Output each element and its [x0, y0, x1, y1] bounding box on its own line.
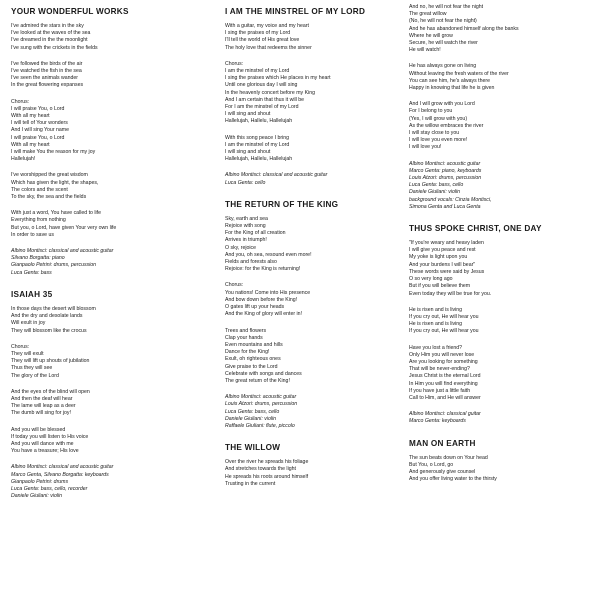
- credit-line: Daniele Giuliani: violin: [11, 493, 63, 500]
- lyrics-stanza: [11, 172, 207, 201]
- lyrics-line: In Him you will find everything: [409, 380, 478, 387]
- lyrics-line: Jesus Christ is the eternal Lord: [409, 373, 481, 380]
- credit-line: Luca Genta: bass, cello, recorder: [11, 485, 88, 492]
- lyrics-line: He has always gone on living: [409, 63, 477, 70]
- lyrics-line: Only Him you will never lose: [409, 351, 475, 358]
- lyrics-stanza: [11, 389, 207, 418]
- lyrics-line: I've admired the stars in the sky: [11, 23, 84, 29]
- lyrics-line: O sky, rejoice: [225, 244, 257, 251]
- lyrics-line: Chorus:: [11, 343, 30, 350]
- credit-line: Marco Genta, Silvano Borgatta: keyboards: [11, 471, 109, 478]
- lyrics-line: I've worshipped the great wisdom: [11, 172, 88, 179]
- lyrics-line: Rejoice: for the King is returning!: [225, 266, 301, 273]
- lyrics-line: Chorus:: [225, 282, 244, 289]
- lyrics-line: In the great flowering expanses: [11, 82, 84, 89]
- song-title: MAN ON EARTH: [409, 438, 476, 448]
- song: [409, 438, 600, 484]
- lyrics-line: With just a word, You have called to life: [11, 210, 101, 217]
- lyrics-line: Call to Him, and He will answer: [409, 394, 481, 401]
- lyrics-line: He is risen and is living: [409, 321, 463, 328]
- lyrics-line: My yoke is light upon you: [409, 254, 468, 261]
- lyrics-line: In those days the desert will blossom: [11, 305, 96, 312]
- column-left: [11, 0, 207, 512]
- lyrics-line: And your burdens I will bear": [409, 261, 476, 268]
- credit-line: Daniele Giuliani: violin: [225, 415, 277, 422]
- column-middle: [225, 0, 421, 500]
- lyrics-line: (No, he will not fear the night): [409, 18, 477, 25]
- lyrics-line: Hallelujah, Hallelu, Hallelujah: [225, 156, 293, 163]
- lyrics-stanza: [409, 455, 600, 484]
- lyrics-line: Hallelujah!: [11, 156, 36, 163]
- lyrics-line: And the King of glory will enter in!: [225, 311, 302, 318]
- credit-line: Marco Genta: keyboards: [409, 418, 466, 425]
- lyrics-line: And you will dance with me: [11, 440, 74, 447]
- lyrics-line: Secure, he will watch the river: [409, 40, 478, 47]
- lyrics-line: I am the minstrel of my Lord: [225, 141, 290, 148]
- lyrics-line: The colors and the scent: [11, 186, 68, 193]
- song-title: ISAIAH 35: [11, 289, 53, 299]
- song: [11, 289, 207, 500]
- lyrics-line: You have a treasure; His love: [11, 448, 79, 455]
- lyrics-line: And you, oh sea, resound even more!: [225, 251, 312, 258]
- lyrics-line: I've watched the fish in the sea: [11, 68, 82, 75]
- lyrics-line: Clap your hands: [225, 334, 263, 341]
- lyrics-line: "If you're weary and heavy laden: [409, 240, 484, 247]
- credit-line: Luca Genta: cello: [225, 179, 266, 186]
- lyrics-line: I've looked at the waves of the sea: [11, 30, 91, 37]
- lyrics-line: The dumb will sing for joy!: [11, 410, 71, 417]
- credit-line: Albino Montisci: classical and acoustic guitar: [225, 172, 328, 179]
- lyrics-line: I will sing and shout: [225, 111, 271, 118]
- credit-line: Gianpaolo Petrini: drums: [11, 478, 69, 485]
- lyrics-line: And generously give counsel: [409, 468, 476, 475]
- lyrics-stanza: [225, 282, 421, 318]
- lyrics-line: To the sky, the sea and the fields: [11, 194, 87, 201]
- song-title: THE RETURN OF THE KING: [225, 199, 339, 209]
- lyrics-stanza: [11, 306, 207, 335]
- lyrics-line: Arrives in triumph!: [225, 237, 267, 244]
- lyrics-line: I will sing and shout: [225, 149, 271, 156]
- lyrics-line: And the eyes of the blind will open: [11, 388, 90, 395]
- lyrics-line: And he has abandoned himself along the banks: [409, 25, 519, 32]
- lyrics-line: With a guitar, my voice and my heart: [225, 23, 309, 29]
- lyrics-line: Sky, earth and sea: [225, 215, 268, 222]
- song-continuation: [409, 4, 600, 211]
- lyrics-line: For I belong to you: [409, 108, 453, 115]
- lyrics-line: (Yes, I will grow with you): [409, 115, 468, 122]
- lyrics-stanza: [225, 23, 421, 52]
- lyrics-line: Hallelujah, Hallelu, Hallelujah: [225, 118, 293, 125]
- song: [225, 442, 421, 488]
- lyrics-stanza: [225, 459, 421, 488]
- lyrics-line: These words were said by Jesus: [409, 268, 485, 275]
- lyrics-line: They will blossom like the crocus: [11, 327, 87, 334]
- song-title: THUS SPOKE CHRIST, ONE DAY: [409, 224, 542, 234]
- lyrics-line: And stretches towards the light: [225, 466, 296, 473]
- lyrics-line: I've followed the birds of the air: [11, 60, 83, 67]
- lyrics-stanza: [409, 63, 600, 92]
- lyrics-line: Dance for the King!: [225, 349, 270, 356]
- lyrics-line: I will love you!: [409, 144, 442, 151]
- credit-line: Albino Montisci: acoustic guitar: [409, 160, 481, 167]
- song: [409, 223, 600, 425]
- lyrics-line: But You, o Lord, go: [409, 461, 454, 468]
- lyrics-line: Happy in knowing that life he is given: [409, 85, 495, 92]
- credit-line: Louis Atzori: drums, percussion: [225, 401, 298, 408]
- lyrics-stanza: [409, 240, 600, 298]
- song-title: YOUR WONDERFUL WORKS: [11, 7, 129, 16]
- credit-line: Albino Montisci: classical guitar: [409, 411, 481, 418]
- lyrics-line: Chorus:: [225, 60, 244, 67]
- lyrics-line: I will make You the reason for my joy: [11, 149, 96, 156]
- lyrics-line: And then the deaf will hear: [11, 395, 73, 402]
- lyrics-stanza: [11, 61, 207, 90]
- lyrics-line: The lame will leap as a deer: [11, 403, 76, 410]
- lyrics-line: For the King of all creation: [225, 230, 286, 237]
- lyrics-line: But if you will believe them: [409, 283, 471, 290]
- lyrics-line: O gates lift up your heads: [225, 304, 285, 311]
- credit-line: Luca Genta: bass, cello: [409, 182, 464, 189]
- song-title: THE WILLOW: [225, 443, 281, 453]
- lyrics-line: And the dry and desolate lands: [11, 313, 83, 320]
- lyrics-line: As the willow embraces the river: [409, 122, 484, 129]
- lyrics-line: And bow down before the King!: [225, 296, 298, 303]
- lyrics-line: Give praise to the Lord: [225, 363, 278, 370]
- credits-block: [225, 394, 421, 430]
- lyrics-stanza: [225, 328, 421, 386]
- song: [225, 199, 421, 430]
- lyrics-line: That will be never-ending?: [409, 366, 470, 373]
- credit-line: Gianpaolo Petrini: drums, percussion: [11, 262, 97, 269]
- lyrics-line: If you have just a little faith: [409, 387, 471, 394]
- lyrics-line: The great return of the King!: [225, 377, 290, 384]
- lyrics-line: With all my heart: [11, 113, 50, 120]
- lyrics-line: They will exult: [11, 350, 44, 357]
- lyrics-stanza: [409, 101, 600, 151]
- lyrics-line: I will tell of Your wonders: [11, 120, 68, 127]
- lyrics-line: If today you will listen to His voice: [11, 433, 89, 440]
- lyrics-line: He will watch!: [409, 47, 441, 54]
- lyrics-line: I will praise You, o Lord: [11, 105, 65, 112]
- lyrics-line: He spreads his roots around himself: [225, 473, 309, 480]
- lyrics-line: You nations! Come into His presence: [225, 289, 311, 296]
- lyrics-line: I will love you even more!: [409, 137, 468, 144]
- lyrics-line: I will give you peace and rest: [409, 247, 476, 254]
- lyrics-stanza: [11, 210, 207, 239]
- lyrics-line: They will lift up shouts of jubilation: [11, 358, 90, 365]
- lyrics-line: You can see him, he's always there: [409, 77, 490, 84]
- credits-block: [11, 464, 207, 500]
- lyrics-line: Even mountains and hills: [225, 341, 283, 348]
- lyrics-line: With this song peace I bring: [225, 134, 290, 141]
- lyrics-line: Rejoice with song: [225, 223, 266, 230]
- lyrics-line: If you cry out, He will hear you: [409, 313, 479, 320]
- lyrics-line: I sing the praises which He places in my heart: [225, 75, 331, 82]
- lyrics-stanza: [225, 61, 421, 126]
- credit-line: Raffaele Giuliani: flute, piccolo: [225, 422, 295, 429]
- lyrics-line: And I will grow with you Lord: [409, 101, 475, 108]
- lyrics-line: I've seen the animals wander: [11, 75, 79, 82]
- credit-line: Albino Montisci: classical and acoustic guitar: [11, 248, 114, 255]
- credit-line: Marco Genta: piano, keyboards: [409, 167, 482, 174]
- lyrics-line: Are you looking for something: [409, 358, 478, 365]
- lyrics-stanza: [11, 99, 207, 164]
- lyrics-line: O so very long ago: [409, 276, 453, 283]
- lyrics-stanza: [11, 344, 207, 380]
- lyrics-stanza: [225, 135, 421, 164]
- lyrics-line: And you will be blessed: [11, 426, 66, 433]
- lyrics-line: I've dreamed in the the moonlight: [11, 37, 88, 44]
- credits-block: [11, 248, 207, 277]
- lyrics-line: Thus they will see: [11, 365, 53, 372]
- lyrics-line: Exult, oh righteous ones: [225, 356, 281, 363]
- song: [225, 6, 421, 187]
- lyrics-line: The sun beats down on Your head: [409, 454, 488, 461]
- lyrics-stanza: [409, 345, 600, 403]
- lyrics-stanza: [11, 23, 207, 52]
- lyrics-line: He is risen and is living: [409, 306, 463, 313]
- lyrics-line: I will praise You, o Lord: [11, 134, 65, 141]
- credit-line: Albino Montisci: classical and acoustic guitar: [11, 464, 114, 471]
- lyrics-stanza: [225, 216, 421, 274]
- lyrics-line: Trusting in the current: [225, 480, 276, 487]
- credit-line: Luca Genta: bass, cello: [225, 408, 280, 415]
- lyrics-line: Fields and forests also: [225, 259, 277, 266]
- lyrics-line: In order to save us: [11, 231, 54, 238]
- lyrics-line: And I am certain that thus it will be: [225, 96, 305, 103]
- lyrics-line: The holy love that redeems the sinner: [225, 44, 312, 51]
- lyrics-line: Will exult in joy: [11, 320, 46, 327]
- credit-line: Louis Atzori: drums, percussion: [409, 175, 482, 182]
- lyrics-line: Chorus:: [11, 98, 30, 105]
- credit-line: Luca Genta: bass: [11, 269, 52, 276]
- credit-line: Daniele Giuliani: violin: [409, 189, 461, 196]
- credit-line: Silvano Borgatta: piano: [11, 255, 65, 262]
- credit-line: background vocals: Cinzia Montisci,: [409, 196, 492, 203]
- lyrics-line: Until one glorious day I will sing: [225, 82, 298, 89]
- song: [11, 6, 207, 277]
- lyrics-line: Where he will grow: [409, 32, 453, 39]
- lyrics-line: I sing the praises of my Lord: [225, 30, 291, 37]
- lyrics-line: In the heavenly concert before my King: [225, 89, 315, 96]
- credit-line: Albino Montisci: acoustic guitar: [225, 394, 297, 401]
- lyrics-line: Which has given the light, the shapes,: [11, 179, 99, 186]
- lyrics-line: Everything from nothing: [11, 217, 66, 224]
- lyrics-line: Even today they will be true for you.: [409, 290, 492, 297]
- lyrics-line: I will stay close to you: [409, 130, 460, 137]
- song-title: I AM THE MINSTREL OF MY LORD: [225, 7, 366, 16]
- lyrics-line: For I am the minstrel of my Lord: [225, 104, 299, 111]
- lyrics-stanza: [11, 427, 207, 456]
- lyrics-line: And no, he will not fear the night: [409, 4, 484, 10]
- credits-block: [409, 161, 600, 211]
- lyrics-line: Trees and flowers: [225, 327, 267, 334]
- lyrics-line: Over the river he spreads his foliage: [225, 459, 309, 466]
- lyrics-line: The great willow: [409, 11, 447, 18]
- lyrics-line: I am the minstrel of my Lord: [225, 68, 290, 75]
- lyrics-stanza: [409, 4, 600, 54]
- lyrics-line: Have you lost a friend?: [409, 344, 463, 351]
- lyrics-line: The glory of the Lord: [11, 372, 59, 379]
- lyrics-line: Celebrate with songs and dances: [225, 370, 302, 377]
- lyrics-line: And I will sing Your name: [11, 127, 69, 134]
- lyrics-stanza: [409, 307, 600, 336]
- column-right: [409, 0, 600, 495]
- lyrics-line: And you offer living water to the thirsty: [409, 476, 497, 483]
- credits-block: [409, 411, 600, 425]
- credit-line: Simona Genta and Luca Genta: [409, 203, 481, 210]
- credits-block: [225, 172, 421, 186]
- lyrics-line: Without leaving the fresh waters of the river: [409, 70, 509, 77]
- lyrics-line: If you cry out, He will hear you: [409, 328, 479, 335]
- lyrics-line: I've sung with the crickets in the fields: [11, 44, 98, 51]
- lyrics-line: With all my heart: [11, 141, 50, 148]
- lyrics-line: I'll tell the world of His great love: [225, 37, 300, 44]
- lyrics-line: But you, o Lord, have given Your very own life: [11, 224, 117, 231]
